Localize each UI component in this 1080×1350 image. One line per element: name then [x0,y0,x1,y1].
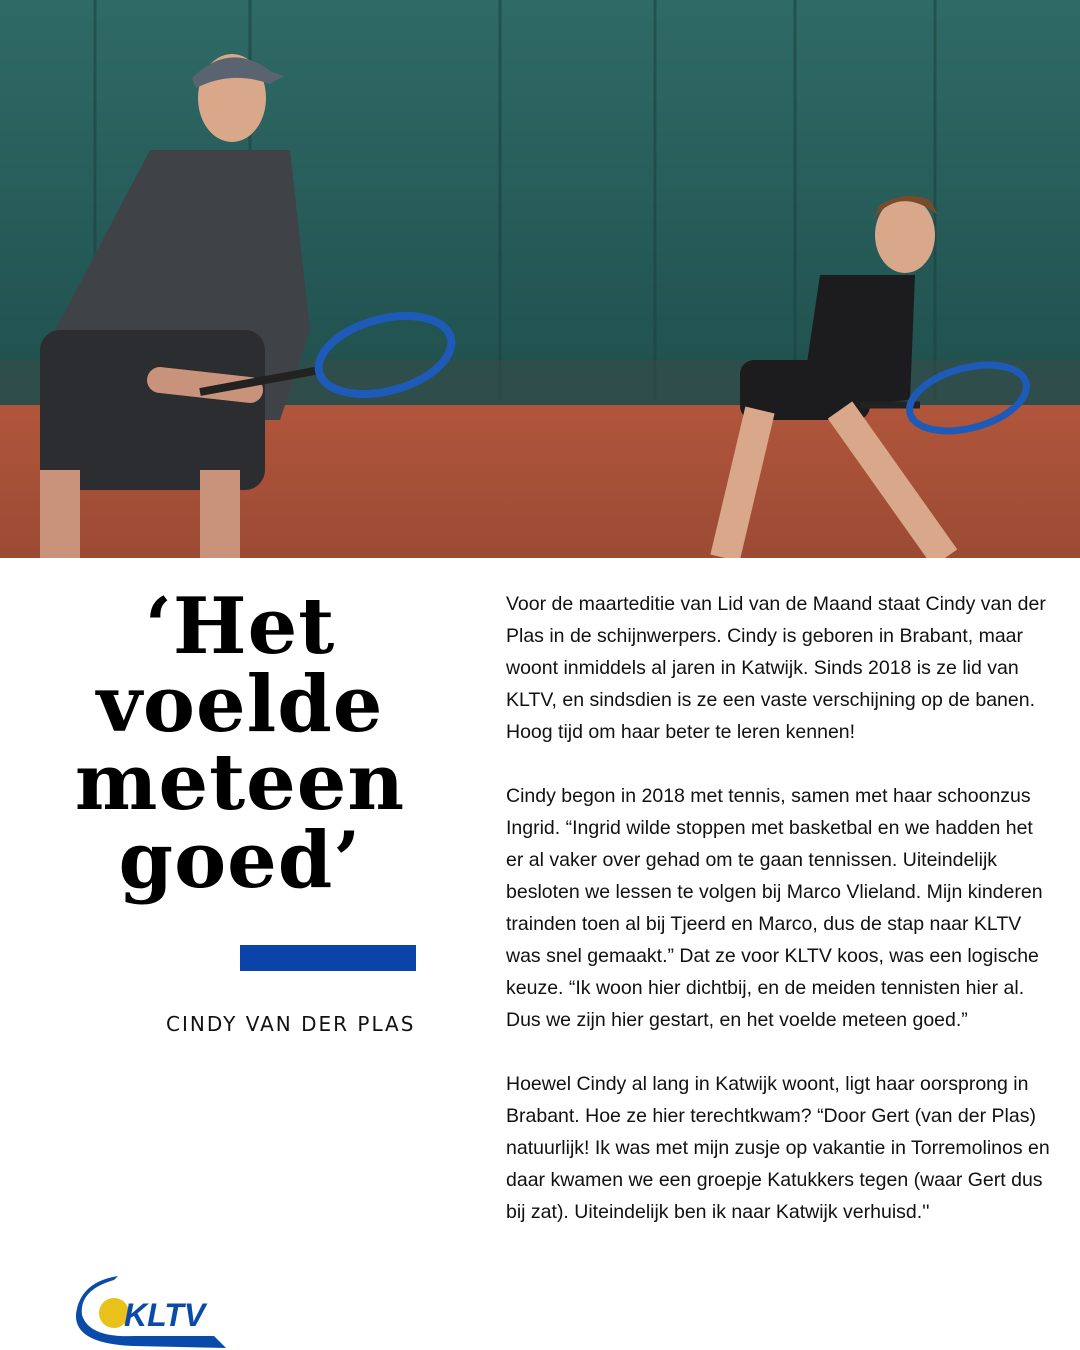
article-body [506,588,1051,1228]
kltv-logo [74,1270,234,1350]
headline-line: goed’ [118,815,362,906]
accent-bar [240,945,416,971]
hero-photo [0,0,1080,558]
headline-line: ‘Het [144,581,336,672]
article-paragraph: Cindy begon in 2018 met tennis, samen met haar schoonzus Ingrid. “Ingrid wilde stoppen met basketbal en we hadden het er al vaker over gehad om te gaan tennissen. Uiteindelijk besloten we lessen te volgen bij Marco Vlieland. Mijn kinderen trainden toen al bij Tjeerd en Marco, dus de stap naar KLTV was snel gemaakt.” Dat ze voor KLTV koos, was een logische keuze. “Ik woon hier dichtbij, en de meiden tennisten hier al. Dus we zijn hier gestart, en het voelde meteen goed.” [506,785,1043,1031]
article-paragraph: Hoewel Cindy al lang in Katwijk woont, ligt haar oorsprong in Brabant. Hoe ze hier terechtkwam? “Door Gert (van der Plas) natuurlijk! Ik was met mijn zusje op vakantie in Torremolinos en daar kwamen we een groepje Katukkers tegen (waar Gert dus bij zat). Uiteindelijk ben ik naar Katwijk verhuisd.'' [506,1073,1050,1223]
article-paragraph: Voor de maarteditie van Lid van de Maand staat Cindy van der Plas in de schijnwerpers. Cindy is geboren in Brabant, maar woont inmiddels al jaren in Katwijk. Sinds 2018 is ze lid van KLTV, en sindsdien is ze een vaste verschijning op de banen. Hoog tijd om haar beter te leren kennen! [506,593,1046,743]
byline-name: CINDY VAN DER PLAS [166,1012,416,1036]
headline-line: meteen [74,737,406,828]
logo-text: KLTV [124,1297,206,1333]
headline-quote [30,581,450,906]
headline-line: voelde [96,659,384,750]
